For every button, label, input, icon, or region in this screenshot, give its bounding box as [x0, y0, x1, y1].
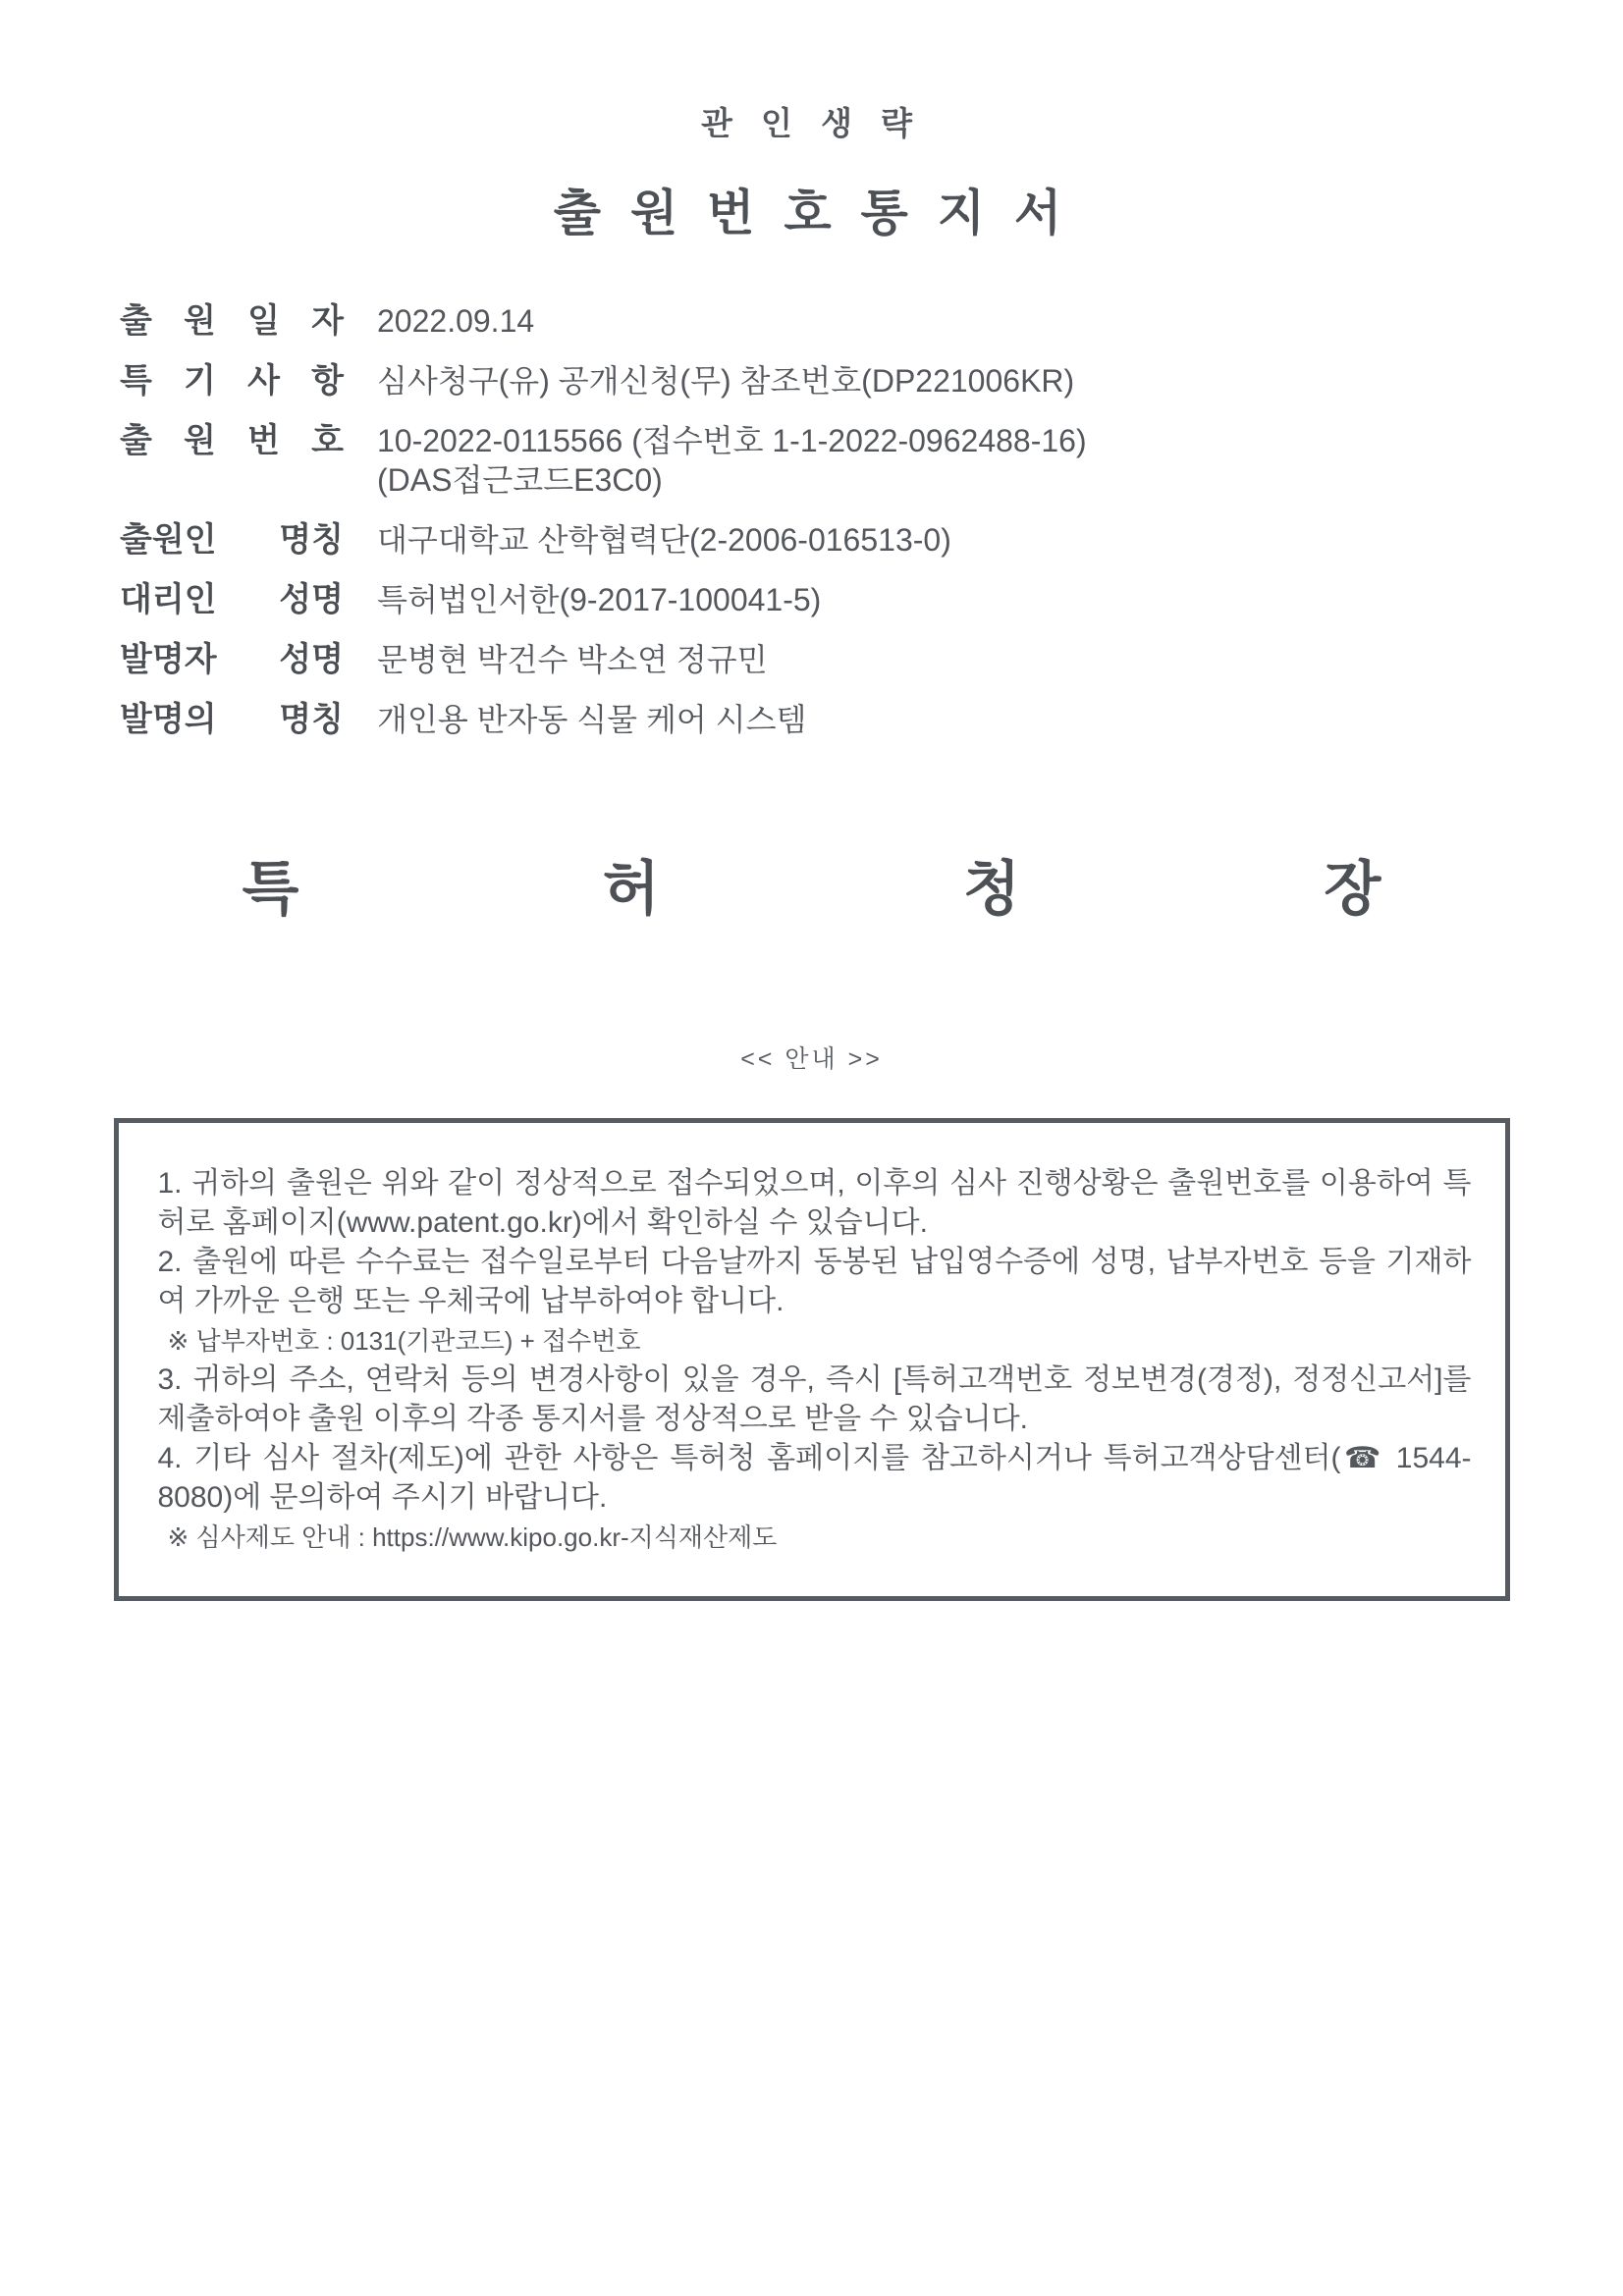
- field-label-invention-title: 발명의 명칭: [120, 701, 344, 738]
- field-row-filing-date: [120, 301, 1623, 341]
- field-value-inventor-names: 문병현 박건수 박소연 정규민: [377, 642, 768, 677]
- field-row-application-number: [120, 421, 1623, 500]
- field-row-applicant-name: [120, 520, 1623, 560]
- application-fields: [120, 301, 1623, 739]
- field-label-agent-name: 대리인 성명: [120, 581, 344, 618]
- field-value-agent-name: 특허법인서한(9-2017-100041-5): [377, 582, 822, 617]
- field-label-application-number: 출 원 번 호: [120, 422, 344, 459]
- application-number-line1: 10-2022-0115566 (접수번호 1-1-2022-0962488-16): [377, 423, 1087, 458]
- document-title: 출 원 번 호 통 지 서: [553, 186, 1070, 240]
- field-value-applicant-name: 대구대학교 산학협력단(2-2006-016513-0): [377, 522, 951, 558]
- notice-item-1: 1. 귀하의 출원은 위와 같이 정상적으로 접수되었으며, 이후의 심사 진행상황은 출원번호를 이용하여 특허로 홈페이지(www.patent.go.kr)에서 확인하실 수 있습니다.: [157, 1167, 1472, 1239]
- field-row-inventor-names: [120, 640, 1623, 679]
- field-value-special-notes: 심사청구(유) 공개신청(무) 참조번호(DP221006KR): [377, 363, 1075, 399]
- application-number-line2: (DAS접근코드E3C0): [377, 462, 663, 498]
- field-label-inventor-names: 발명자 성명: [120, 641, 344, 678]
- field-label-filing-date: 출 원 일 자: [120, 302, 344, 340]
- field-row-special-notes: [120, 361, 1623, 400]
- notice-box: [114, 1118, 1510, 1601]
- notice-item-4: 4. 기타 심사 절차(제도)에 관한 사항은 특허청 홈페이지를 참고하시거나 특허고객상담센터(☎ 1544-8080)에 문의하여 주시기 바랍니다.: [157, 1442, 1472, 1514]
- commissioner-signature-title: 특 허 청 장: [242, 856, 1381, 922]
- field-value-invention-title: 개인용 반자동 식물 케어 시스템: [377, 702, 807, 737]
- field-row-agent-name: [120, 580, 1623, 619]
- field-value-filing-date: 2022.09.14: [377, 303, 535, 339]
- field-label-applicant-name: 출원인 명칭: [120, 521, 344, 559]
- field-row-invention-title: [120, 700, 1623, 739]
- field-label-special-notes: 특 기 사 항: [120, 362, 344, 400]
- notice-item-2: 2. 출원에 따른 수수료는 접수일로부터 다음날까지 동봉된 납입영수증에 성명, 납부자번호 등을 기재하여 가까운 은행 또는 우체국에 납부하여야 합니다.: [157, 1246, 1472, 1317]
- field-value-application-number: [377, 421, 1087, 500]
- notice-note-payer-number: ※ 납부자번호 : 0131(기관코드) + 접수번호: [167, 1326, 641, 1356]
- notice-item-3: 3. 귀하의 주소, 연락처 등의 변경사항이 있을 경우, 즉시 [특허고객번호 정보변경(경정), 정정신고서]를 제출하여야 출원 이후의 각종 통지서를 정상적으로 받을 수 있습니다.: [157, 1363, 1472, 1435]
- notice-note-exam-system-url: ※ 심사제도 안내 : https://www.kipo.go.kr-지식재산제도: [167, 1522, 778, 1552]
- guide-section-heading: << 안내 >>: [740, 1045, 883, 1073]
- official-seal-omitted-note: 관 인 생 략: [700, 105, 923, 141]
